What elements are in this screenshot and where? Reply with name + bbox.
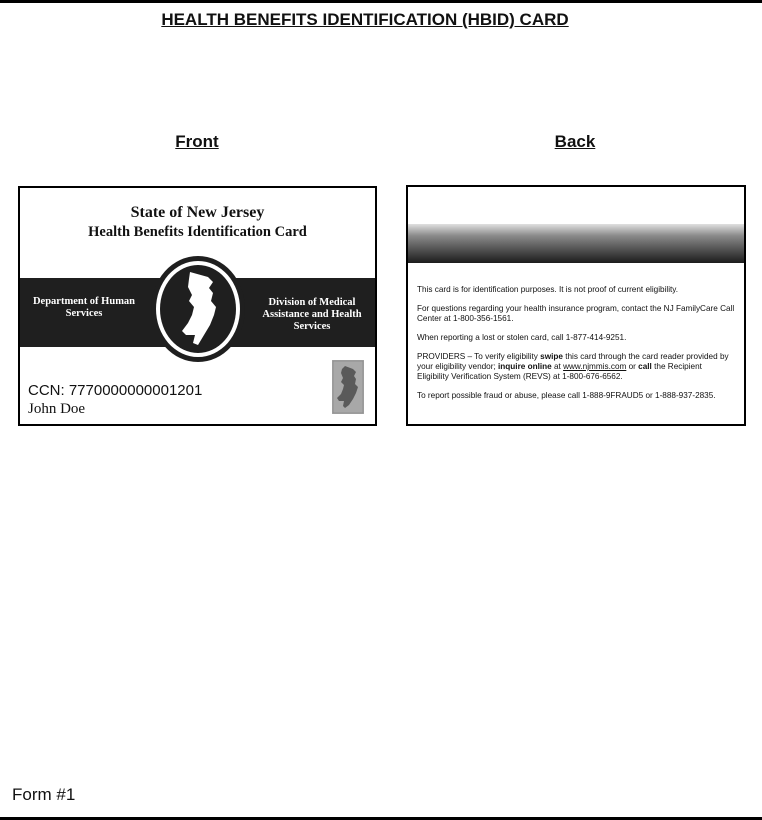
top-rule bbox=[0, 0, 762, 3]
new-jersey-map-icon bbox=[150, 255, 246, 363]
ccn-number: CCN: 7770000000001201 bbox=[28, 382, 203, 399]
back-paragraph-5: To report possible fraud or abuse, please call 1-888-9FRAUD5 or 1-888-937-2835. bbox=[417, 391, 716, 400]
providers-text: PROVIDERS – To verify eligibility bbox=[417, 352, 541, 361]
back-paragraph-3: When reporting a lost or stolen card, call 1-877-414-9251. bbox=[417, 333, 627, 342]
department-right-label: Division of Medical Assistance and Health Services bbox=[262, 297, 362, 332]
card-front bbox=[18, 186, 377, 426]
back-paragraph-1: This card is for identification purposes. It is not proof of current eligibility. bbox=[417, 285, 679, 294]
card-name-title: Health Benefits Identification Card bbox=[88, 224, 307, 240]
cardholder-name: John Doe bbox=[28, 401, 86, 417]
providers-text-2: this card through the card reader provided by your eligibility vendor; bbox=[417, 352, 729, 371]
card-state-title: State of New Jersey bbox=[130, 204, 265, 221]
inquire-online-emphasis: inquire online bbox=[498, 362, 552, 371]
providers-text-4: or bbox=[626, 362, 639, 371]
front-label: Front bbox=[175, 132, 219, 151]
providers-text-5: the Recipient Eligibility Verification System (REVS) at 1-800-676-6562. bbox=[417, 362, 702, 381]
form-number-label: Form #1 bbox=[12, 785, 76, 804]
department-left-label: Department of Human Services bbox=[32, 296, 136, 319]
back-text-block bbox=[417, 285, 735, 410]
back-paragraph-2: For questions regarding your health insurance program, contact the NJ FamilyCare Call Center at 1-800-356-1561. bbox=[417, 304, 735, 323]
swipe-emphasis: swipe bbox=[540, 352, 563, 361]
magnetic-stripe bbox=[408, 224, 744, 263]
document-title: HEALTH BENEFITS IDENTIFICATION (HBID) CARD bbox=[161, 10, 569, 29]
card-back bbox=[406, 185, 746, 426]
providers-text-3: at bbox=[551, 362, 564, 371]
back-paragraph-4 bbox=[417, 352, 735, 382]
njmmis-link[interactable]: www.njmmis.com bbox=[563, 362, 627, 371]
back-label: Back bbox=[554, 132, 596, 151]
hologram-map-icon bbox=[332, 360, 364, 414]
call-emphasis: call bbox=[638, 362, 652, 371]
